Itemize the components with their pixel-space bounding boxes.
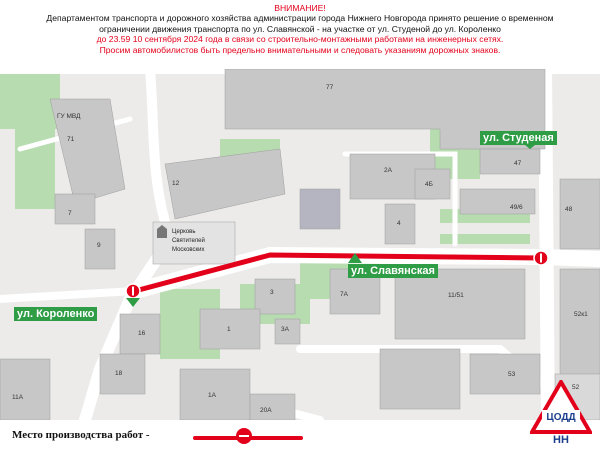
street-label-slavyanskaya: ул. Славянская [348,264,438,278]
map[interactable] [0,69,600,420]
map-canvas [0,69,600,420]
building-53-west [380,349,460,409]
notice-warning: ВНИМАНИЕ! [274,3,326,13]
building-7 [55,194,95,224]
building-label-1: 1 [227,326,231,333]
street-label-studenaya: ул. Студеная [480,131,557,145]
building-label-11a: 11А [12,394,24,401]
buildings [0,69,600,420]
building-label-7: 7 [68,210,72,217]
notice-line-4: Просим автомобилистов быть предельно внимательными и следовать указаниям дорожных знаков. [99,44,501,55]
building-label-3a: 3А [281,326,289,333]
building-48 [560,179,600,249]
building-label-48: 48 [565,206,573,213]
church-label-2: Святителей [172,238,205,244]
building-11-51 [395,269,525,339]
building-49-6 [460,189,535,214]
notice-header [0,0,600,68]
building-label-1a: 1А [208,392,216,399]
building-12 [165,149,285,219]
building-label-7a: 7А [340,291,348,298]
building-label-16: 16 [138,330,146,337]
legend [0,420,600,451]
codd-logo [530,380,592,446]
building-glass [300,189,340,229]
building-47 [480,149,540,174]
building-label-71: 71 [67,136,75,143]
road-left-upper [150,69,170,239]
legend-no-entry-icon [236,428,252,444]
building-20a [250,394,295,420]
street-label-korolenko: ул. Короленко [14,307,97,321]
building-label-2a: 2А [384,167,392,174]
building-label-49-6: 49/6 [510,204,523,211]
building-label-11-51: 11/51 [448,292,464,299]
building-label-3: 3 [270,289,274,296]
building-label-20a: 20А [260,407,272,414]
no-entry-sign-east [534,251,548,265]
building-11a [0,359,50,420]
no-entry-sign-west [126,284,140,298]
road-korolenko-west [0,291,135,299]
building-9 [85,229,115,269]
logo-triangle-icon [532,382,590,432]
building-label-47: 47 [514,160,522,167]
building-label-4b: 4Б [425,181,433,188]
building-label-77: 77 [326,84,334,91]
road-studenaya [545,69,548,420]
logo-text-2: НН [553,434,569,446]
building-label-gu-mvd: ГУ МВД [57,113,81,120]
building-label-18: 18 [115,370,123,377]
legend-label: Место производства работ - [12,429,150,441]
church-label-1: Церковь [172,229,196,235]
building-label-53: 53 [508,371,516,378]
building-label-52: 52 [572,384,580,391]
building-label-12: 12 [172,180,180,187]
building-label-4: 4 [397,220,401,227]
notice-line-3: до 23.59 10 сентября 2024 года в связи со строительно-монтажными работами на инженерных сетях. [96,34,504,45]
building-3 [255,279,295,314]
logo-text-1: ЦОДД [546,412,576,423]
church-label-3: Московских [172,247,205,253]
building-label-52k1: 52к1 [574,311,588,318]
building-18 [100,354,145,394]
notice-line-2: ограничении движения транспорта по ул. Славянской - на участке от ул. Студеной до ул. Короленко [99,23,501,34]
building-label-9: 9 [97,242,101,249]
notice-line-1: Департаментом транспорта и дорожного хозяйства администрации города Нижнего Новгорода принято решение о временном [46,13,554,24]
